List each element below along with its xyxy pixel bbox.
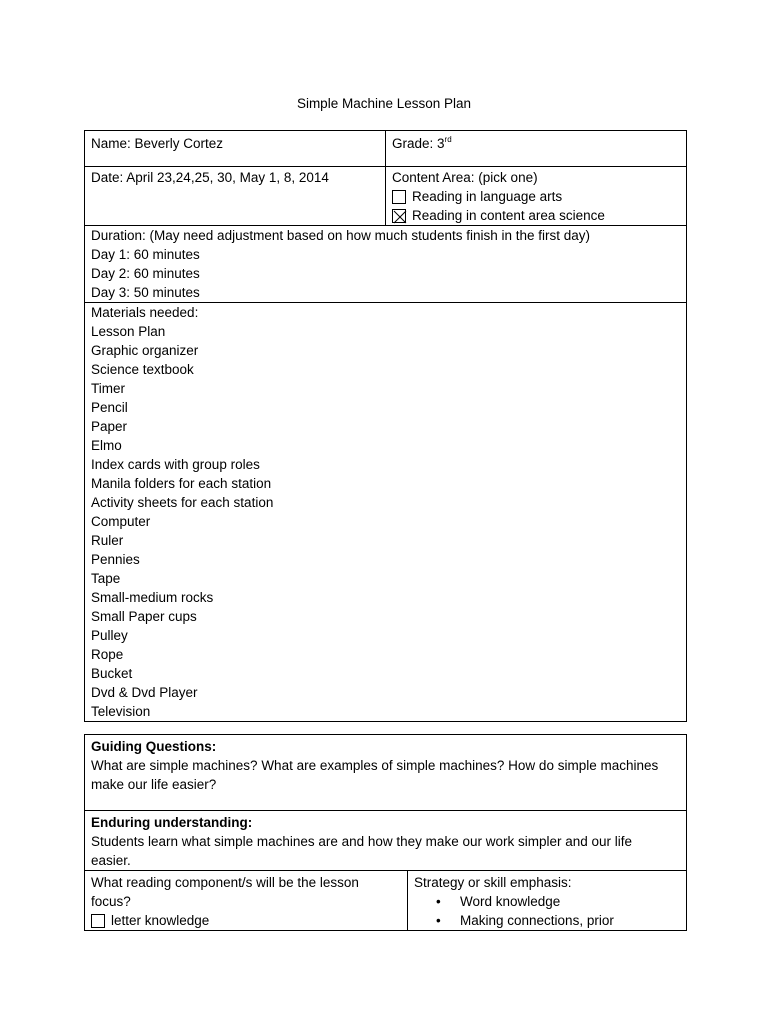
material-item: Tape	[91, 571, 121, 586]
strategy-item: • Making connections, prior	[460, 911, 680, 930]
grade-suffix: rd	[444, 135, 452, 144]
reading-component-question: What reading component/s will be the lesson	[91, 875, 359, 890]
materials-header: Materials needed:	[91, 305, 199, 320]
duration-day: Day 3: 50 minutes	[91, 285, 200, 300]
material-item: Manila folders for each station	[91, 476, 272, 491]
reading-component-option	[91, 911, 401, 930]
guiding-questions-header: Guiding Questions:	[91, 739, 217, 754]
reading-component-cell	[85, 871, 408, 931]
checkbox-unchecked-icon[interactable]	[392, 190, 406, 204]
option-label: Reading in language arts	[412, 189, 563, 204]
duration-header: Duration: (May need adjustment based on how much students finish in the first day)	[91, 228, 591, 243]
material-item: Elmo	[91, 438, 122, 453]
content-area-option-language-arts	[392, 187, 680, 206]
guiding-questions-text: What are simple machines? What are examples of simple machines? How do simple machines	[91, 758, 659, 773]
material-item: Television	[91, 704, 151, 719]
material-item: Pencil	[91, 400, 128, 415]
enduring-understanding-text: easier.	[91, 853, 131, 868]
duration-day: Day 2: 60 minutes	[91, 266, 200, 281]
material-item: Ruler	[91, 533, 124, 548]
material-item: Dvd & Dvd Player	[91, 685, 198, 700]
material-item: Rope	[91, 647, 124, 662]
materials-cell	[85, 303, 687, 722]
date-cell	[85, 167, 386, 226]
material-item: Bucket	[91, 666, 133, 681]
material-item: Computer	[91, 514, 151, 529]
material-item: Graphic organizer	[91, 343, 199, 358]
teacher-name: Name: Beverly Cortez	[91, 136, 224, 151]
option-label: letter knowledge	[111, 913, 210, 928]
lesson-dates: Date: April 23,24,25, 30, May 1, 8, 2014	[91, 170, 329, 185]
checkbox-checked-icon[interactable]	[392, 209, 406, 223]
page-title: Simple Machine Lesson Plan	[296, 96, 472, 111]
guiding-questions-cell	[85, 735, 687, 811]
strategy-item: • Word knowledge	[460, 892, 680, 911]
enduring-understanding-text: Students learn what simple machines are and how they make our work simpler and our life	[91, 834, 633, 849]
enduring-understanding-header: Enduring understanding:	[91, 815, 253, 830]
strategy-header: Strategy or skill emphasis:	[414, 875, 572, 890]
lesson-plan-table	[84, 130, 687, 722]
content-area-cell	[386, 167, 687, 226]
duration-cell	[85, 226, 687, 303]
material-item: Science textbook	[91, 362, 194, 377]
material-item: Pulley	[91, 628, 128, 643]
material-item: Pennies	[91, 552, 140, 567]
name-cell	[85, 131, 386, 167]
guiding-questions-text: make our life easier?	[91, 777, 217, 792]
content-area-label: Content Area: (pick one)	[392, 170, 538, 185]
material-item: Index cards with group roles	[91, 457, 260, 472]
material-item: Small-medium rocks	[91, 590, 214, 605]
material-item: Small Paper cups	[91, 609, 197, 624]
material-item: Activity sheets for each station	[91, 495, 274, 510]
enduring-understanding-cell	[85, 811, 687, 871]
material-item: Lesson Plan	[91, 324, 166, 339]
strategy-cell	[408, 871, 687, 931]
strategy-list	[414, 892, 680, 930]
questions-table	[84, 734, 687, 931]
material-item: Paper	[91, 419, 128, 434]
checkbox-unchecked-icon[interactable]	[91, 914, 105, 928]
duration-day: Day 1: 60 minutes	[91, 247, 200, 262]
grade-label: Grade: 3	[392, 136, 445, 151]
material-item: Timer	[91, 381, 125, 396]
reading-component-question: focus?	[91, 894, 131, 909]
option-label: Reading in content area science	[412, 208, 605, 223]
grade-cell	[386, 131, 687, 167]
content-area-option-science	[392, 206, 680, 225]
